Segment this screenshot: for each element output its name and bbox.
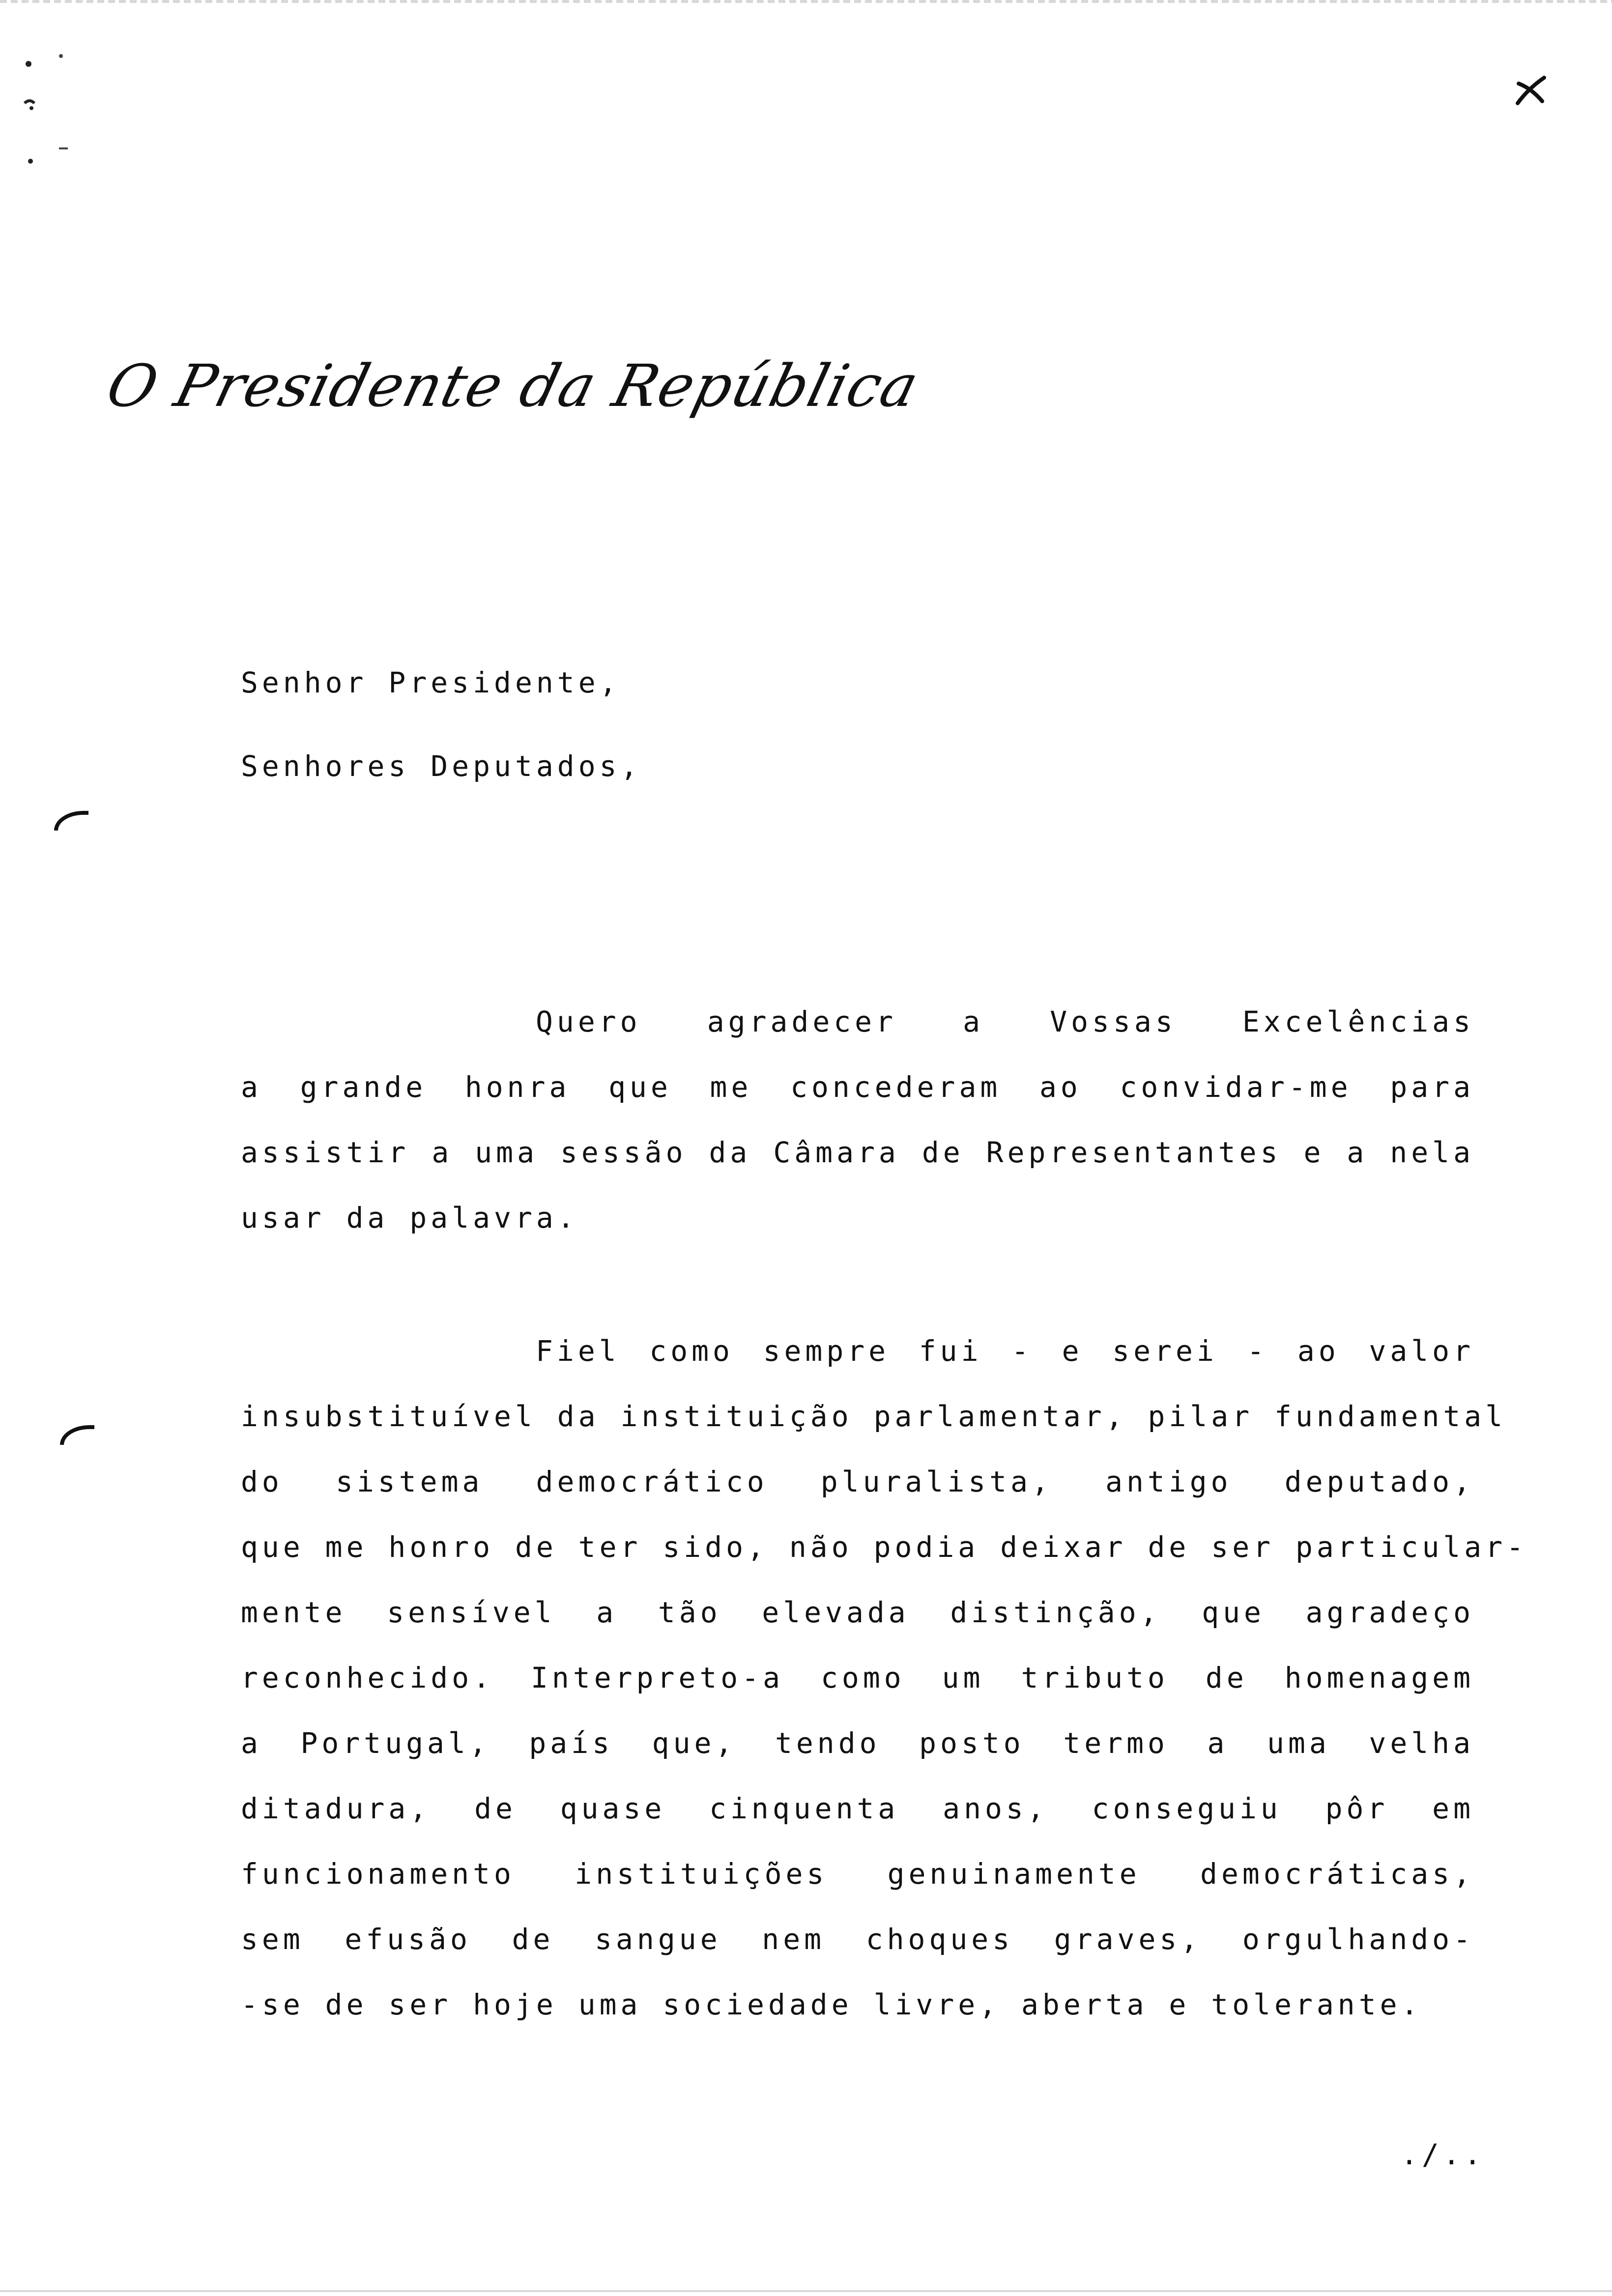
salutation-line: Senhores Deputados, xyxy=(241,749,642,783)
paragraph-line: ditadura, de quase cinquenta anos, conseguiu pôr em xyxy=(241,1792,1474,1825)
paragraph-line: assistir a uma sessão da Câmara de Representantes e a nela xyxy=(241,1136,1474,1169)
paragraph-line: a grande honra que me concederam ao convidar-me para xyxy=(241,1070,1474,1104)
continuation-mark: ./.. xyxy=(1401,2138,1485,2171)
paragraph-line: do sistema democrático pluralista, antigo deputado, xyxy=(241,1465,1474,1498)
scan-edge-bottom xyxy=(0,2290,1612,2292)
paragraph-line: reconhecido. Interpreto-a como um tributo de homenagem xyxy=(241,1661,1474,1694)
paragraph-line: a Portugal, país que, tendo posto termo a uma velha xyxy=(241,1726,1474,1760)
paragraph-line: insubstituível da instituição parlamentar, pilar fundamental xyxy=(241,1400,1507,1433)
paragraph-line: sem efusão de sangue nem choques graves, orgulhando- xyxy=(241,1923,1474,1956)
scan-edge-top xyxy=(0,0,1612,3)
paragraph-line: usar da palavra. xyxy=(241,1201,578,1234)
salutation-line: Senhor Presidente, xyxy=(241,666,621,699)
paragraph-line: Fiel como sempre fui - e serei - ao valor xyxy=(536,1334,1474,1368)
paragraph-line: mente sensível a tão elevada distinção, que agradeço xyxy=(241,1596,1474,1629)
scan-specks xyxy=(10,49,79,167)
x-mark-icon xyxy=(1514,74,1548,108)
paragraph-line: -se de ser hoje uma sociedade livre, aberta e tolerante. xyxy=(241,1988,1422,2021)
paragraph-line: Quero agradecer a Vossas Excelências xyxy=(536,1005,1474,1038)
punch-hole-icon xyxy=(60,1425,94,1445)
letterhead: O Presidente da República xyxy=(100,352,926,420)
paragraph-line: funcionamento instituições genuinamente democráticas, xyxy=(241,1857,1474,1891)
paragraph-line: que me honro de ter sido, não podia deixar de ser particular- xyxy=(241,1530,1528,1564)
punch-hole-icon xyxy=(54,811,88,831)
